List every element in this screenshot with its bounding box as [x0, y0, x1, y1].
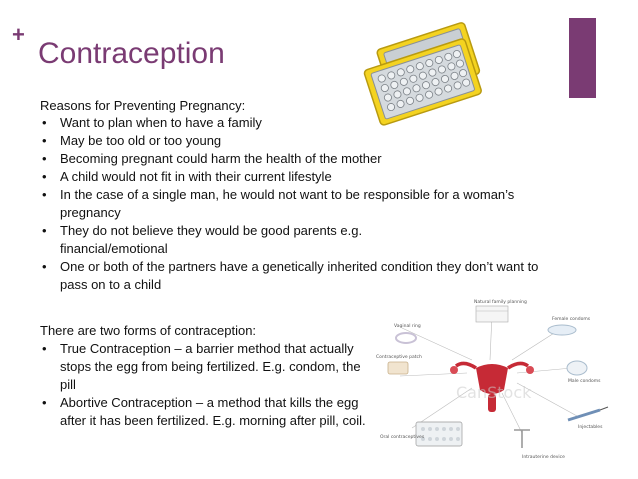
label-vaginal-ring: Vaginal ring	[394, 324, 421, 329]
reasons-list	[40, 114, 560, 294]
male-condom-icon	[567, 361, 587, 375]
iud-icon	[514, 430, 530, 448]
pill-pack-icon	[356, 22, 496, 126]
list-item: • One or both of the partners have a genetically inherited condition they don’t want to pass on to a child	[40, 258, 540, 294]
forms-heading: There are two forms of contraception:	[40, 323, 257, 338]
list-item: • In the case of a single man, he would not want to be responsible for a woman’s pregnancy	[40, 186, 560, 222]
list-item: • A child would not fit in with their current lifestyle	[40, 168, 560, 186]
label-injectables: Injectables	[578, 425, 603, 430]
accent-bar	[569, 18, 596, 98]
contraception-diagram	[372, 298, 612, 464]
forms-list	[40, 340, 380, 430]
label-iud: Intrauterine device	[522, 455, 565, 460]
list-item: • May be too old or too young	[40, 132, 560, 150]
female-condom-icon	[548, 325, 576, 335]
reasons-heading: Reasons for Preventing Pregnancy:	[40, 98, 246, 113]
list-item: • They do not believe they would be good parents e.g. financial/emotional	[40, 222, 400, 258]
label-natural-planning: Natural family planning	[474, 300, 527, 305]
watermark: CanStock	[456, 383, 532, 402]
list-item: • True Contraception – a barrier method that actually stops the egg from being fertilized. E.g. condom, the pill	[40, 340, 380, 394]
label-female-condom: Female condoms	[552, 317, 591, 322]
label-male-condom: Male condoms	[568, 379, 601, 384]
label-patch: Contraceptive patch	[376, 355, 422, 360]
natural-planning-calendar-icon	[476, 306, 508, 322]
vaginal-ring-icon	[396, 333, 416, 343]
patch-icon	[388, 362, 408, 374]
injectable-icon	[568, 407, 608, 420]
plus-icon: +	[12, 22, 25, 47]
list-item: • Want to plan when to have a family	[40, 114, 560, 132]
page-title: Contraception	[38, 37, 225, 70]
list-item: • Becoming pregnant could harm the health of the mother	[40, 150, 560, 168]
label-oral: Oral contraceptives	[380, 435, 425, 440]
oral-contraceptive-icon	[416, 422, 462, 446]
list-item: • Abortive Contraception – a method that kills the egg after it has been fertilized. E.g. morning after pill, coil.	[40, 394, 378, 430]
